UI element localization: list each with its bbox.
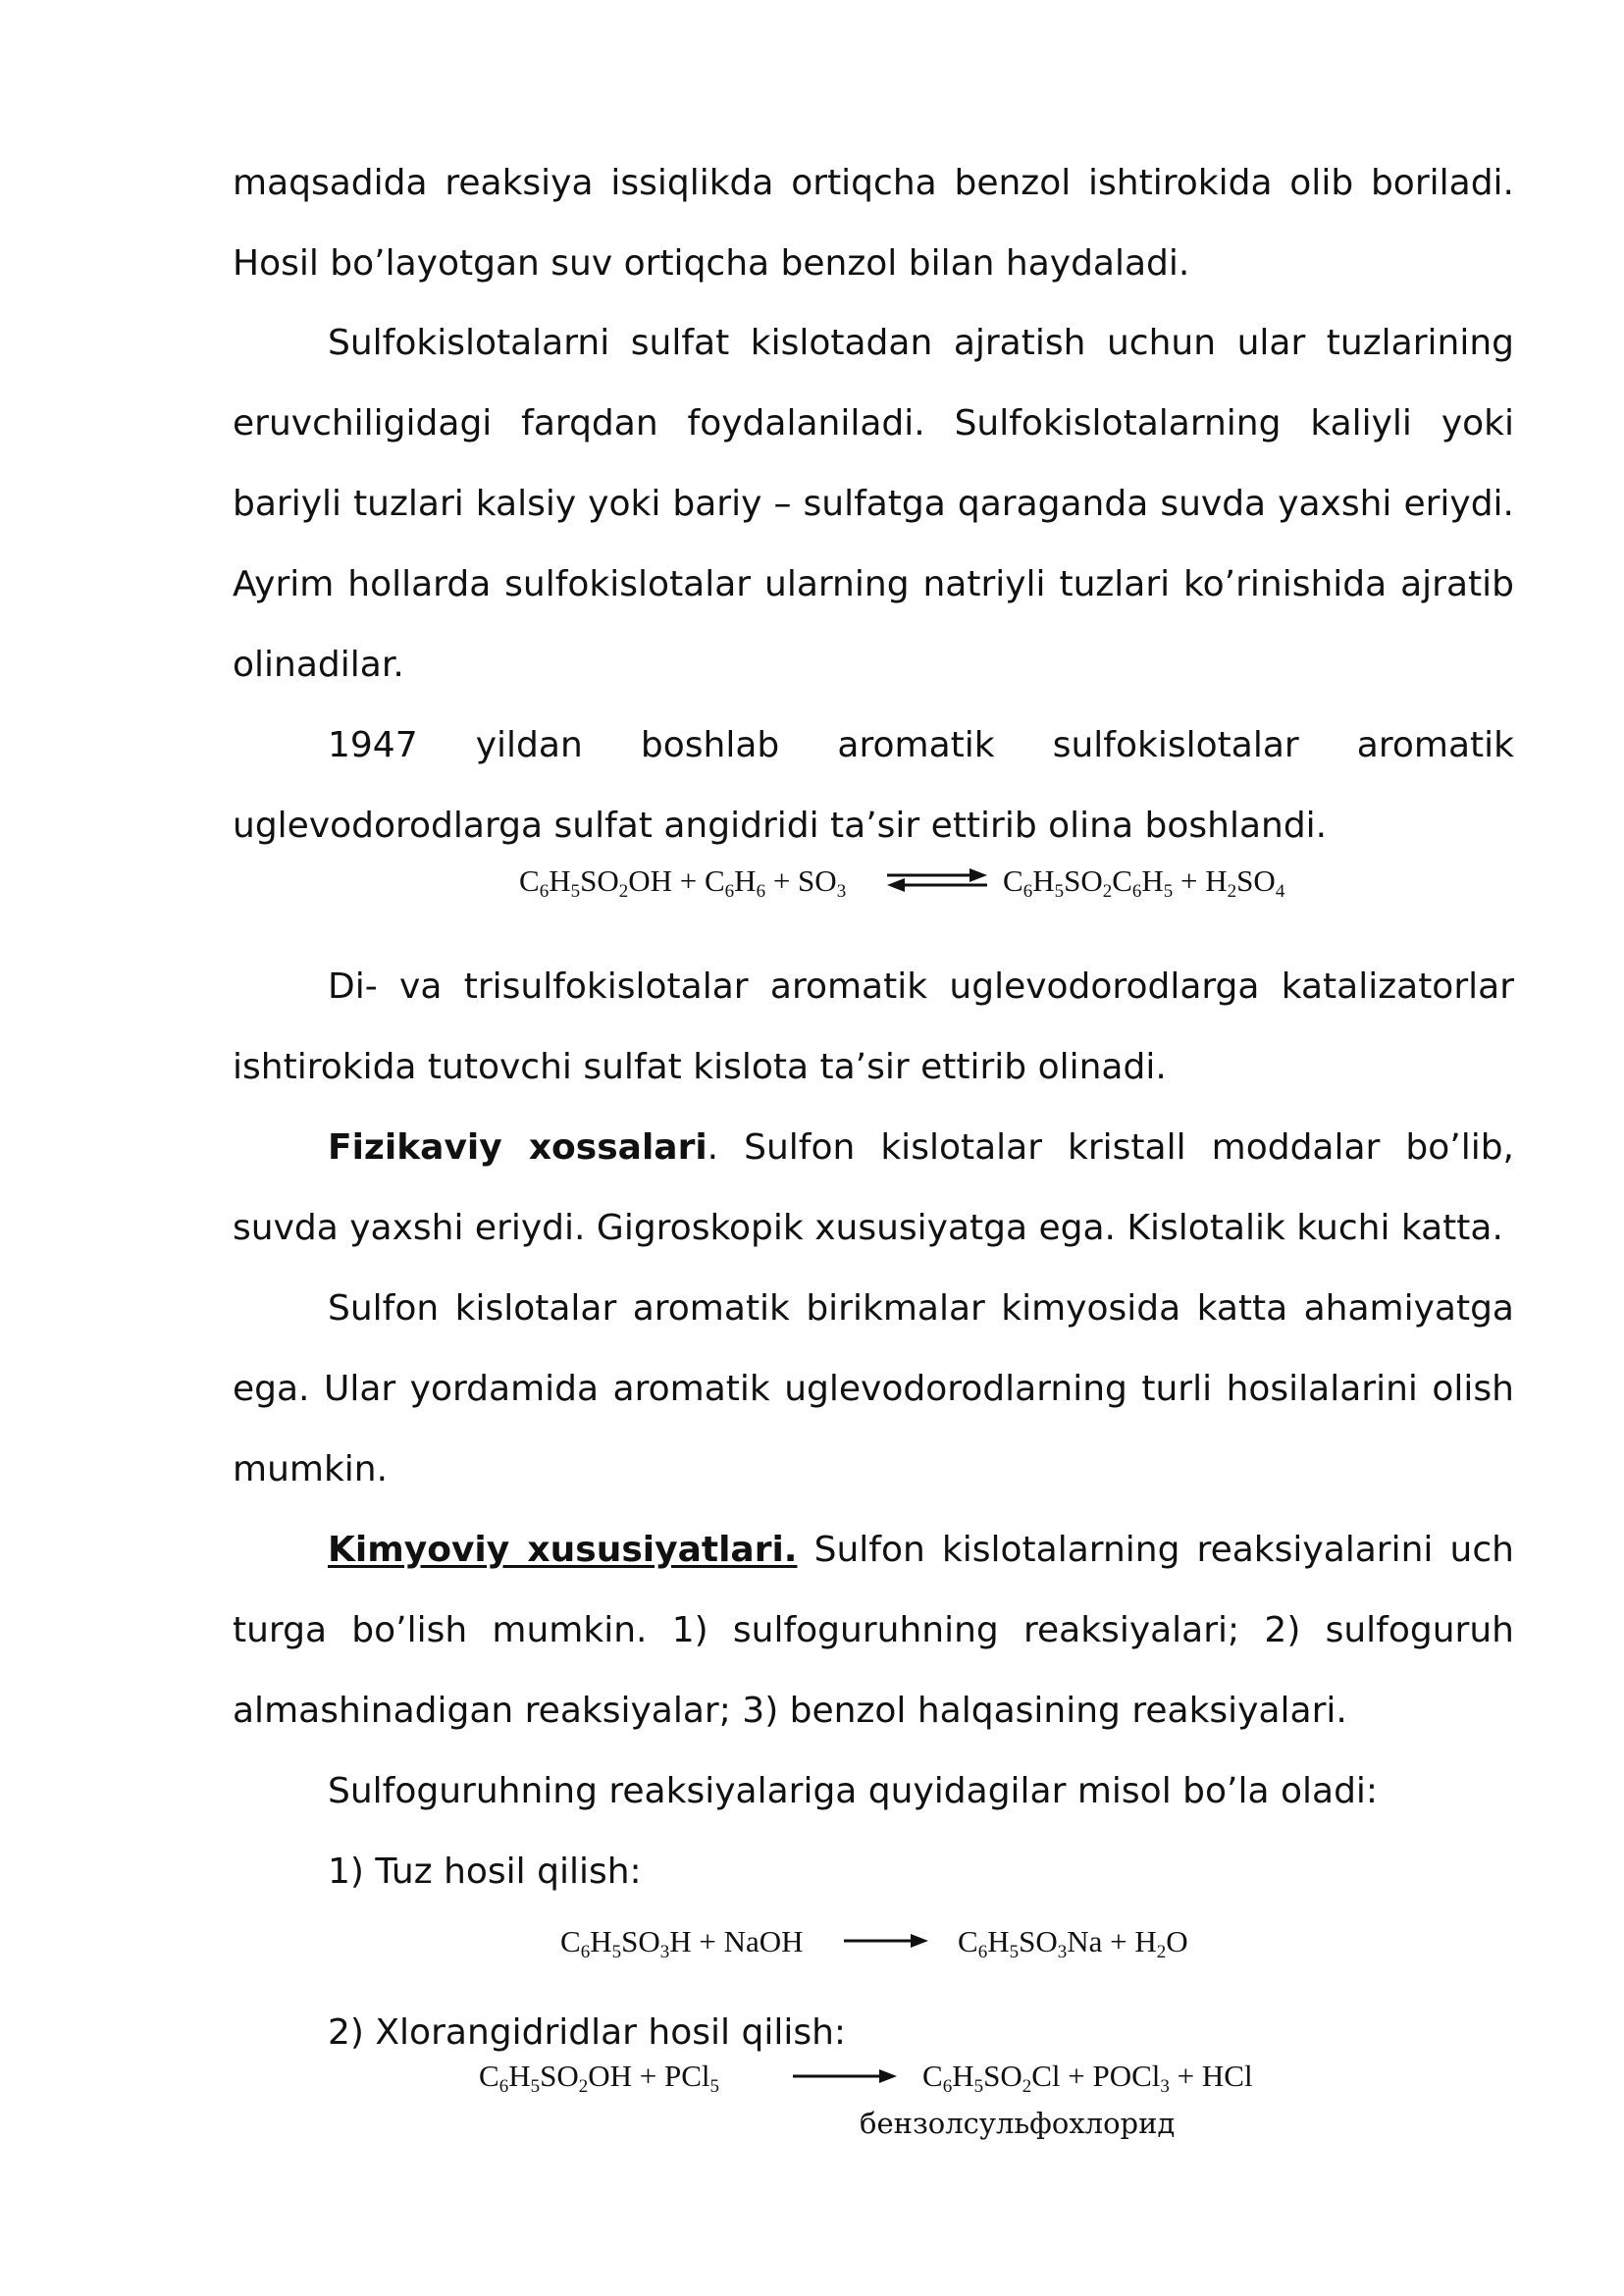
formula-sodium-hydroxide: NaOH [723, 1924, 804, 1958]
equation-2-reactants [560, 1924, 804, 1962]
equation-3-products [922, 2059, 1253, 2097]
paragraph-continuation: maqsadida reaksiya issiqlikda ortiqcha benzol ishtirokida olib boriladi. Hosil bo’layotgan suv ortiqcha benzol bilan haydaladi. [233, 163, 1514, 284]
plus-sign: + [1110, 1924, 1127, 1958]
paragraph-physical-properties [233, 1108, 1514, 1269]
formula-benzenesulfonic-acid: $C_6H_5SO_2OH$ [519, 863, 672, 902]
plus-sign: + [1177, 2059, 1195, 2093]
formula-benzenesulfonyl-chloride: $C_6H_5SO_2Cl$ [922, 2059, 1061, 2097]
product-name-caption: бензолсульфохлорид [860, 2107, 1176, 2140]
formula-hydrogen-chloride: HCl [1201, 2059, 1253, 2093]
paragraph-examples-intro: Sulfoguruhning reaksiyalariga quyidagilar misol bo’la oladi: [328, 1771, 1379, 1811]
paragraph-chloroanhydride: 2) Xlorangidridlar hosil qilish: [328, 2012, 847, 2053]
formula-benzenesulfonic-acid-oh: $C_6H_5SO_2OH$ [479, 2059, 632, 2097]
formula-phosphorus-pentachloride: PCl$_5$ [663, 2059, 720, 2097]
paragraph-di-trisulfo: Di- va trisulfokislotalar aromatik uglevodorodlarga katalizatorlar ishtirokida tutovchi sulfat kislota ta’sir ettirib olinadi. [233, 966, 1514, 1087]
paragraph-salt-formation: 1) Tuz hosil qilish: [328, 1852, 642, 1892]
paragraph-1947: 1947 yildan boshlab aromatik sulfokislotalar aromatik uglevodorodlarga sulfat angidridi ta’sir ettirib olina boshlandi. [233, 725, 1514, 846]
paragraph-chemical-properties [233, 1510, 1514, 1751]
text-physical-properties: . Sulfon kislotalar kristall moddalar bo’lib, suvda yaxshi eriydi. Gigroskopik xususiyatga ega. Kislotalik kuchi katta. [233, 1127, 1514, 1248]
equation-1-products [1003, 863, 1285, 902]
formula-sodium-benzenesulfonate: $C_6H_5SO_3Na$ [958, 1924, 1103, 1962]
heading-physical-properties: Fizikaviy xossalari [328, 1127, 707, 1168]
plus-sign: + [772, 863, 791, 898]
equation-3-reactants [479, 2059, 720, 2097]
formula-water: $H_2O$ [1134, 1924, 1188, 1962]
formula-phosphoryl-chloride: POCl$_3$ [1092, 2059, 1170, 2097]
formula-benzene: $C_6H_6$ [704, 863, 766, 902]
plus-sign: + [1068, 2059, 1085, 2093]
formula-diphenyl-sulfone: $C_6H_5SO_2C_6H_5$ [1003, 863, 1174, 902]
plus-sign: + [679, 863, 698, 898]
heading-chemical-properties: Kimyoviy xususiyatlari. [328, 1530, 798, 1570]
equation-1-reactants [519, 863, 847, 902]
formula-sulfuric-acid: $H_2SO_4$ [1205, 863, 1285, 902]
equilibrium-arrow-icon [883, 865, 991, 895]
formula-sulfur-trioxide: $SO_3$ [798, 863, 847, 902]
plus-sign: + [639, 2059, 657, 2093]
paragraph-sulfonic-separation: Sulfokislotalarni sulfat kislotadan ajratish uchun ular tuzlarining eruvchiligidagi farqdan foydalaniladi. Sulfokislotalarning kaliyli yoki bariyli tuzlari kalsiy yoki bariy – sulfatga qaraganda suvda yaxshi eriydi. Ayrim hollarda sulfokislotalar ularning natriyli tuzlari ko’rinishida ajratib olinadilar. [233, 323, 1514, 685]
forward-arrow-icon [842, 1931, 930, 1951]
forward-arrow-icon [791, 2066, 899, 2086]
plus-sign: + [699, 1924, 716, 1958]
text-chemical-properties: Sulfon kislotalarning reaksiyalarini uch turga bo’lish mumkin. 1) sulfoguruhning reaksiyalari; 2) sulfoguruh almashinadigan reaksiyalar; 3) benzol halqasining reaksiyalari. [233, 1530, 1514, 1731]
paragraph-importance: Sulfon kislotalar aromatik birikmalar kimyosida katta ahamiyatga ega. Ular yordamida aromatik uglevodorodlarning turli hosilalarini olish mumkin. [233, 1288, 1514, 1489]
formula-benzenesulfonic-acid-h: $C_6H_5SO_3H$ [560, 1924, 692, 1962]
plus-sign: + [1180, 863, 1198, 898]
equation-2-products [958, 1924, 1188, 1962]
